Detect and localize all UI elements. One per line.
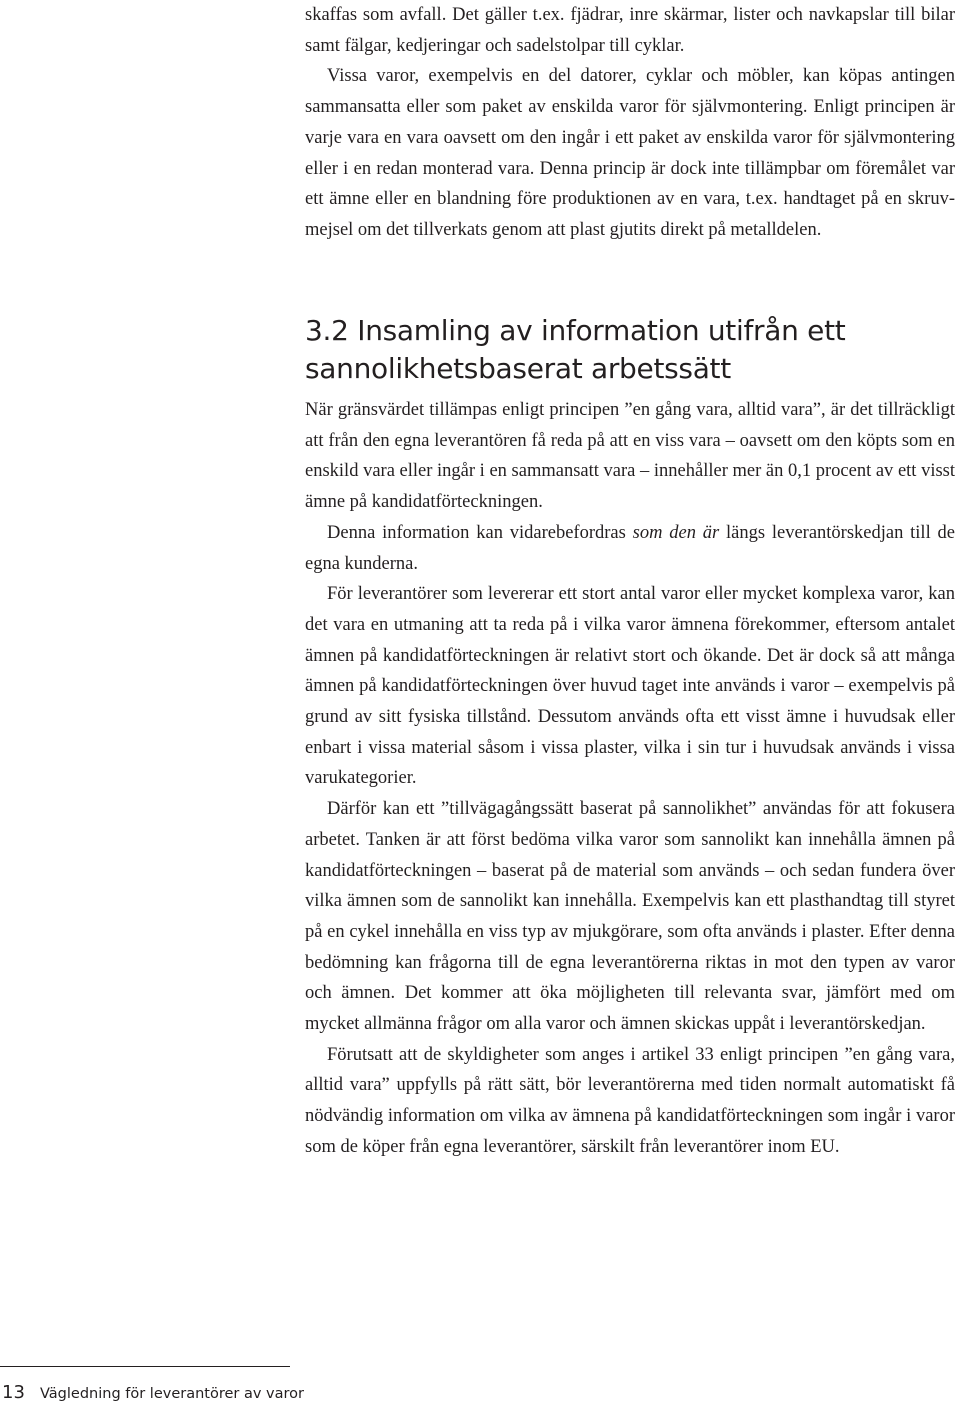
paragraph-2-text-end: längs leverantörskedjan till de egna kunderna. <box>305 522 955 574</box>
intro-paragraph-1: skaffas som avfall. Det gäller t.ex. fjädrar, inre skärmar, lister och navkapslar till bilar samt fälgar, kedjeringar och sadelstolpar till cyklar. <box>305 5 955 56</box>
section-paragraph-2 <box>305 518 955 579</box>
page-footer <box>2 1382 304 1403</box>
section-heading: 3.2 Insamling av information utifrån ett sannolikhetsbaserat arbetssätt <box>305 314 846 385</box>
section-paragraph-5: Förutsatt att de skyldigheter som anges i artikel 33 enligt principen ”en gång vara, alltid vara” uppfylls på rätt sätt, bör leverantörerna med tiden normalt automatiskt få nödvändig information om vilka av ämnena på kandidatförteckningen som ingår i varor som de köper från egna leverantörer, särskilt från leverantörer inom EU. <box>305 1044 955 1157</box>
section-body <box>305 395 955 1163</box>
paragraph-2-emphasis: som den är <box>632 522 720 543</box>
section-paragraph-4: Därför kan ett ”tillvägagångssätt baserat på sannolikhet” användas för att fokusera arbetet. Tanken är att först bedöma vilka varor som sannolikt kan innehålla ämnen på kandidatförteckningen – baserat på de material som används – och sedan fundera över vilka ämnen som de sannolikt kan innehålla. Exempelvis kan ett plasthandtag till styret på en cykel innehålla en viss typ av mjukgörare, som ofta används i plaster. Efter denna bedömning kan frågorna till de egna leverantörerna riktas in mot den typen av varor och ämnen. Det kommer att öka möjligheten till relevanta svar, jämfört med om mycket allmänna frågor om alla varor och ämnen skickas uppåt i leverantörskedjan. <box>305 799 955 1035</box>
section-paragraph-1: När gränsvärdet tillämpas enligt principen ”en gång vara, alltid vara”, är det tillräckligt att från den egna leverantören få reda på att en viss vara – oavsett om den köpts som en enskild vara eller ingår i en sammansatt vara – innehåller mer än 0,1 procent av ett visst ämne på kandidatförteckningen. <box>305 400 955 513</box>
intro-text <box>305 0 955 246</box>
footer-divider <box>0 1366 290 1367</box>
paragraph-2-text-start: Denna information kan vidarebefordras <box>327 522 633 543</box>
section-paragraph-3: För leverantörer som levererar ett stort antal varor eller mycket komplexa varor, kan det vara en utmaning att ta reda på i vilka varor ämnena förekommer, eftersom antalet ämnen på kandidatförteckningen är relativt stort och ökande. Det är dock så att många ämnen på kandidatförteckningen över huvud taget inte används i varor – exempelvis på grund av sitt fysiska tillstånd. Dessutom används ofta ett visst ämne i huvudsak eller enbart i vissa material såsom i vissa plaster, vilka i sin tur i huvudsak används i vissa varukategorier. <box>305 584 955 789</box>
page-number: 13 <box>2 1382 25 1403</box>
intro-paragraph-2: Vissa varor, exempelvis en del datorer, cyklar och möbler, kan köpas antingen sammansatta eller som paket av enskilda varor för självmontering. Enligt principen är varje vara en vara oavsett om den ingår i ett paket av enskilda varor för självmontering eller i en redan monterad vara. Denna princip är dock inte tillämpbar om föremålet var ett ämne eller en blandning före produktionen av en vara, t.ex. handtaget på en skruvmejsel om det tillverkats genom att plast gjutits direkt på metalldelen. <box>305 66 955 240</box>
footer-title: Vägledning för leverantörer av varor <box>40 1386 305 1402</box>
